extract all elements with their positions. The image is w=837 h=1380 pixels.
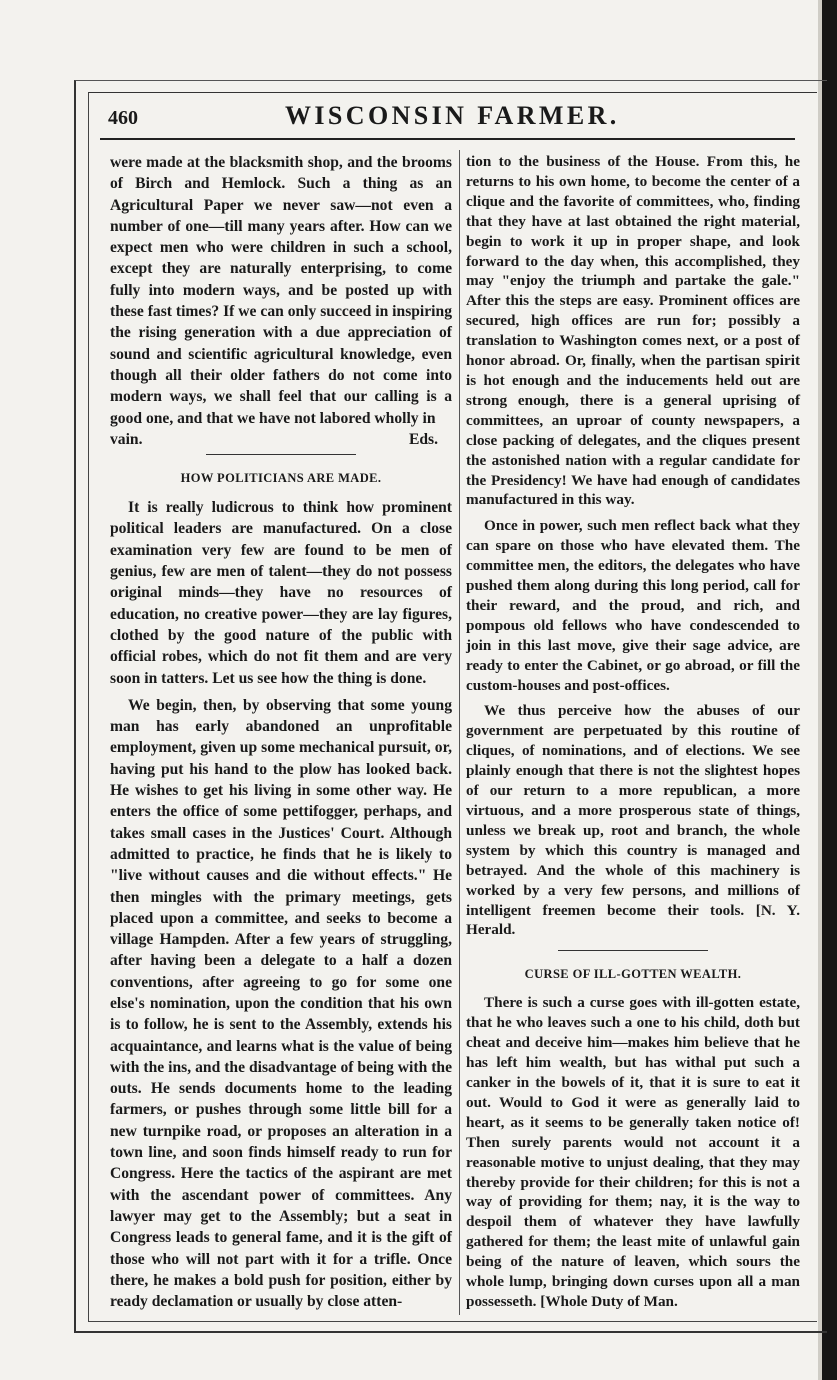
article2-paragraph: There is such a curse goes with ill-gotten estate, that he who leaves such a one to his child, doth but cheat and deceive him—makes him believe that he has left him wealth, but has withal put such a canker in the bowels of it, that it is sure to eat it out. Would to God it were as generally laid to heart, as it seems to be generally taken notice of! Then surely parents would not account it a reasonable motive to unjust dealing, that they may thereby provide for their children; for this is not a way of providing for them; nay, it is the way to despoil them of whatever they have lawfully gathered for them; the least mite of unlawful gain being of the nature of leaven, which sours the whole lump, bringing down curses upon all a man possesseth. [Whole Duty of Man. xyxy=(466,994,800,1310)
right-column xyxy=(466,152,800,1312)
article-paragraph: We begin, then, by observing that some young man has early abandoned an unprofitable employment, given up some mechanical pursuit, or, having put his hand to the plow has looked back. He wishes to get his living in some other way. He enters the office of some pettifogger, perhaps, and takes small cases in the Justices' Court. Although admitted to practice, he finds that he is likely to "live without causes and die without effects." He then mingles with the primary meetings, gets placed upon a committee, and seeks to become a village Hampden. After a few years of struggling, after having been a delegate to a half a dozen conventions, after agreeing to go for some one else's nomination, upon the condition that his own is to follow, he is sent to the Assembly, extends his acquaintance, and learns what is the value of being with the ins, and the disadvantage of being with the outs. He sends documents home to the leading farmers, or pushes through some little bill for a new turnpike road, or proposes an alteration in a town line, and soon finds himself ready to run for Congress. Here the tactics of the aspirant are met with the ascendant power of committees. Any lawyer may get to the Assembly; but a seat in Congress leads to general fame, and it is the gift of those who will not part with it for a trifle. Once there, he makes a bold push for position, either by ready declamation or usually by close atten- xyxy=(110,696,452,1311)
intro-signature: Eds. xyxy=(408,430,438,448)
intro-signoff xyxy=(110,429,452,450)
page-number: 460 xyxy=(108,107,138,129)
article-paragraph: We thus perceive how the abuses of our government are perpetuated by this routine of cliques, of nominations, and of elections. We see plainly enough that there is not the slightest hopes of our return to a more republican, a more virtuous, and a more prosperous state of things, unless we break up, root and branch, the whole system by which this country is managed and betrayed. And the whole of this machinery is worked by a very few persons, and millions of intelligent freemen become their tools. [N. Y. Herald. xyxy=(466,702,800,939)
article-title: HOW POLITICIANS ARE MADE. xyxy=(180,471,382,486)
article2-title: CURSE OF ILL-GOTTEN WEALTH. xyxy=(524,967,742,982)
header-rule xyxy=(100,138,795,140)
article-paragraph: It is really ludicrous to think how prominent political leaders are manufactured. On a close examination very few are found to be men of genius, few are men of talent—they do not possess original minds—they have no resources of education, no creative power—they are lay figures, clothed by the good nature of the public with official robes, which do not fit them and are very soon in tatters. Let us see how the thing is done. xyxy=(110,499,452,687)
ornament-rule xyxy=(558,950,708,959)
article-paragraph: tion to the business of the House. From this, he returns to his own home, to become the center of a clique and the favorite of committees, who, finding that they have at last obtained the right material, begin to work it up in proper shape, and look forward to the day when, this accomplished, they may "enjoy the triumph and partake the gale." After this the steps are easy. Prominent offices are secured, high offices are run for; possibly a translation to Washington comes next, or a post of honor abroad. Or, finally, when the partisan spirit is hot enough and the inducements held out are strong enough, there is a general uprising of committees, an uproar of county newspapers, a close packing of delegates, and the cliques present the astonished nation with a regular candidate for the Presidency! We have had enough of candidates manufactured in this way. xyxy=(466,153,800,509)
article-paragraph: Once in power, such men reflect back what they can spare on those who have elevated them. The committee men, the editors, the delegates who have pushed them along during this long period, call for their reward, and the proud, and rich, and pompous old fellows who have condescended to join in this last move, give their sage advice, are ready to enter the Cabinet, or go abroad, or fill the custom-houses and post-offices. xyxy=(466,517,800,694)
article-heading-block xyxy=(110,454,452,487)
intro-last-word: vain. xyxy=(110,430,143,448)
left-column xyxy=(110,152,452,1312)
article2-heading-block xyxy=(466,950,800,983)
page-header xyxy=(100,101,800,139)
masthead-title: WISCONSIN FARMER. xyxy=(285,101,620,130)
intro-paragraph: were made at the blacksmith shop, and the brooms of Birch and Hemlock. Such a thing as an Agricultural Paper we never saw—not even a number of one—till many years after. How can we expect men who were children in such a school, except they are naturally enterprising, to come fully into modern ways, and be posted up with these fast times? If we can only succeed in inspiring the rising generation with a due appreciation of sound and scientific agricultural knowledge, even though all their older fathers do not come into modern ways, we shall feel that our calling is a good one, and that we have not labored wholly in xyxy=(110,154,452,427)
ornament-rule xyxy=(206,454,356,463)
column-divider xyxy=(459,150,460,1315)
